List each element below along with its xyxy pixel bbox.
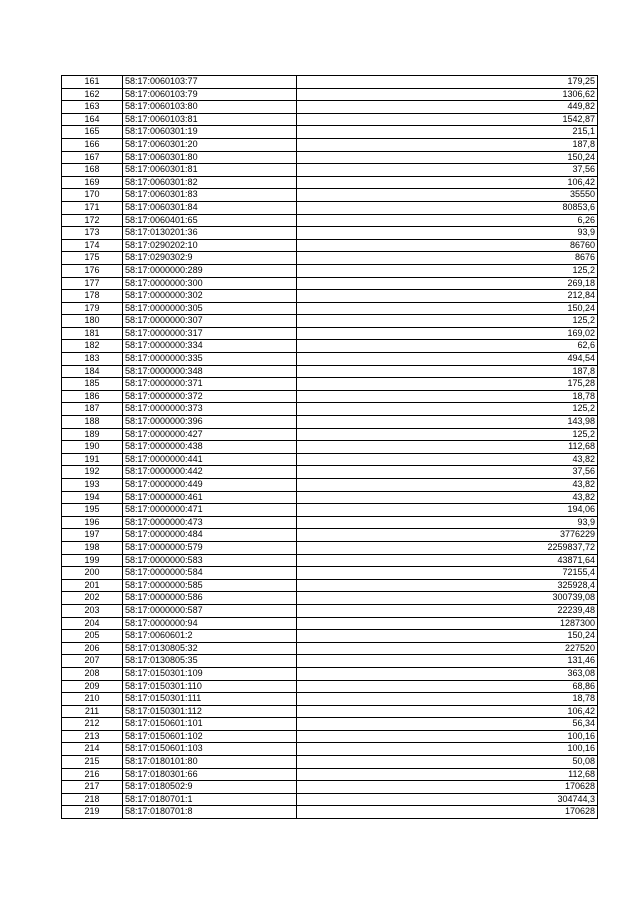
- row-value: 170628: [297, 781, 598, 794]
- cadastral-number: 58:17:0000000:579: [123, 541, 297, 554]
- cadastral-number: 58:17:0000000:583: [123, 554, 297, 567]
- table-row: [62, 567, 598, 580]
- row-value: 93,9: [297, 516, 598, 529]
- table-row: [62, 88, 598, 101]
- row-value: 169,02: [297, 327, 598, 340]
- row-value: 150,24: [297, 302, 598, 315]
- cadastral-number: 58:17:0000000:302: [123, 290, 297, 303]
- row-number: 185: [62, 378, 123, 391]
- row-value: 363,08: [297, 667, 598, 680]
- row-value: 106,42: [297, 705, 598, 718]
- cadastral-number: 58:17:0000000:442: [123, 466, 297, 479]
- table-row: [62, 630, 598, 643]
- cadastral-number: 58:17:0000000:94: [123, 617, 297, 630]
- row-number: 161: [62, 76, 123, 89]
- row-value: 100,16: [297, 730, 598, 743]
- table-row: [62, 579, 598, 592]
- cadastral-number: 58:17:0000000:396: [123, 416, 297, 429]
- row-value: 1542,87: [297, 113, 598, 126]
- row-number: 170: [62, 189, 123, 202]
- row-value: 35550: [297, 189, 598, 202]
- cadastral-number: 58:17:0180701:8: [123, 806, 297, 819]
- cadastral-number: 58:17:0150301:110: [123, 680, 297, 693]
- table-row: [62, 214, 598, 227]
- row-value: 187,8: [297, 365, 598, 378]
- cadastral-number: 58:17:0000000:449: [123, 479, 297, 492]
- row-value: 18,78: [297, 693, 598, 706]
- cadastral-number: 58:17:0000000:300: [123, 277, 297, 290]
- row-number: 164: [62, 113, 123, 126]
- row-number: 203: [62, 604, 123, 617]
- row-value: 112,68: [297, 441, 598, 454]
- row-number: 173: [62, 227, 123, 240]
- row-value: 2259837,72: [297, 541, 598, 554]
- table-row: [62, 164, 598, 177]
- row-value: 212,84: [297, 290, 598, 303]
- cadastral-number: 58:17:0060301:80: [123, 151, 297, 164]
- table-row: [62, 466, 598, 479]
- row-number: 212: [62, 718, 123, 731]
- row-value: 131,46: [297, 655, 598, 668]
- table-row: [62, 315, 598, 328]
- row-value: 93,9: [297, 227, 598, 240]
- cadastral-number: 58:17:0060301:82: [123, 176, 297, 189]
- cadastral-number: 58:17:0060103:79: [123, 88, 297, 101]
- table-row: [62, 541, 598, 554]
- table-row: [62, 138, 598, 151]
- cadastral-number: 58:17:0000000:585: [123, 579, 297, 592]
- cadastral-number: 58:17:0060301:84: [123, 201, 297, 214]
- cadastral-number: 58:17:0000000:348: [123, 365, 297, 378]
- table-row: [62, 516, 598, 529]
- cadastral-number: 58:17:0000000:335: [123, 353, 297, 366]
- row-number: 172: [62, 214, 123, 227]
- row-number: 181: [62, 327, 123, 340]
- row-number: 166: [62, 138, 123, 151]
- row-number: 206: [62, 642, 123, 655]
- cadastral-number: 58:17:0130201:36: [123, 227, 297, 240]
- table-row: [62, 806, 598, 819]
- row-value: 100,16: [297, 743, 598, 756]
- row-number: 218: [62, 793, 123, 806]
- row-number: 165: [62, 126, 123, 139]
- row-value: 449,82: [297, 101, 598, 114]
- row-number: 169: [62, 176, 123, 189]
- row-value: 50,08: [297, 756, 598, 769]
- row-number: 180: [62, 315, 123, 328]
- row-number: 174: [62, 239, 123, 252]
- row-value: 72155,4: [297, 567, 598, 580]
- row-value: 68,86: [297, 680, 598, 693]
- cadastral-number: 58:17:0000000:473: [123, 516, 297, 529]
- table-row: [62, 604, 598, 617]
- table-row: [62, 441, 598, 454]
- cadastral-number: 58:17:0000000:307: [123, 315, 297, 328]
- cadastral-number: 58:17:0060103:77: [123, 76, 297, 89]
- table-row: [62, 277, 598, 290]
- cadastral-number: 58:17:0000000:372: [123, 390, 297, 403]
- cadastral-number: 58:17:0000000:317: [123, 327, 297, 340]
- cadastral-number: 58:17:0150601:103: [123, 743, 297, 756]
- table-row: [62, 680, 598, 693]
- row-number: 200: [62, 567, 123, 580]
- table-row: [62, 227, 598, 240]
- row-value: 300739,08: [297, 592, 598, 605]
- row-number: 195: [62, 504, 123, 517]
- table-row: [62, 189, 598, 202]
- cadastral-number: 58:17:0000000:461: [123, 491, 297, 504]
- row-number: 205: [62, 630, 123, 643]
- cadastral-number: 58:17:0060103:81: [123, 113, 297, 126]
- row-number: 183: [62, 353, 123, 366]
- row-number: 175: [62, 252, 123, 265]
- table-row: [62, 340, 598, 353]
- row-value: 43,82: [297, 453, 598, 466]
- cadastral-number: 58:17:0000000:586: [123, 592, 297, 605]
- row-number: 187: [62, 403, 123, 416]
- cadastral-number: 58:17:0290302:9: [123, 252, 297, 265]
- row-number: 186: [62, 390, 123, 403]
- row-value: 112,68: [297, 768, 598, 781]
- row-number: 204: [62, 617, 123, 630]
- table-row: [62, 302, 598, 315]
- row-number: 192: [62, 466, 123, 479]
- cadastral-number: 58:17:0000000:441: [123, 453, 297, 466]
- row-number: 182: [62, 340, 123, 353]
- row-number: 216: [62, 768, 123, 781]
- row-value: 18,78: [297, 390, 598, 403]
- row-value: 143,98: [297, 416, 598, 429]
- row-number: 215: [62, 756, 123, 769]
- cadastral-number: 58:17:0000000:587: [123, 604, 297, 617]
- table-row: [62, 126, 598, 139]
- table-row: [62, 617, 598, 630]
- row-number: 199: [62, 554, 123, 567]
- row-value: 150,24: [297, 630, 598, 643]
- table-row: [62, 756, 598, 769]
- table-row: [62, 453, 598, 466]
- table-row: [62, 252, 598, 265]
- row-number: 196: [62, 516, 123, 529]
- row-value: 194,06: [297, 504, 598, 517]
- table-row: [62, 403, 598, 416]
- row-number: 189: [62, 428, 123, 441]
- row-value: 125,2: [297, 315, 598, 328]
- cadastral-number: 58:17:0000000:427: [123, 428, 297, 441]
- row-value: 325928,4: [297, 579, 598, 592]
- row-number: 162: [62, 88, 123, 101]
- table-row: [62, 176, 598, 189]
- row-number: 188: [62, 416, 123, 429]
- table-row: [62, 353, 598, 366]
- row-number: 217: [62, 781, 123, 794]
- table-row: [62, 718, 598, 731]
- row-value: 80853,6: [297, 201, 598, 214]
- row-value: 179,25: [297, 76, 598, 89]
- table-row: [62, 76, 598, 89]
- table-row: [62, 667, 598, 680]
- table-row: [62, 730, 598, 743]
- cadastral-number: 58:17:0000000:373: [123, 403, 297, 416]
- row-number: 190: [62, 441, 123, 454]
- cadastral-number: 58:17:0000000:334: [123, 340, 297, 353]
- row-number: 194: [62, 491, 123, 504]
- cadastral-number: 58:17:0150601:101: [123, 718, 297, 731]
- cadastral-number: 58:17:0000000:305: [123, 302, 297, 315]
- cadastral-number: 58:17:0060301:81: [123, 164, 297, 177]
- table-row: [62, 793, 598, 806]
- row-value: 1287300: [297, 617, 598, 630]
- row-value: 43,82: [297, 479, 598, 492]
- row-value: 125,2: [297, 428, 598, 441]
- row-number: 210: [62, 693, 123, 706]
- table-row: [62, 365, 598, 378]
- cadastral-number: 58:17:0000000:484: [123, 529, 297, 542]
- row-number: 191: [62, 453, 123, 466]
- row-number: 198: [62, 541, 123, 554]
- table-row: [62, 113, 598, 126]
- cadastral-number: 58:17:0000000:584: [123, 567, 297, 580]
- row-number: 208: [62, 667, 123, 680]
- row-value: 150,24: [297, 151, 598, 164]
- row-number: 193: [62, 479, 123, 492]
- row-number: 201: [62, 579, 123, 592]
- table-row: [62, 428, 598, 441]
- table-row: [62, 416, 598, 429]
- row-value: 125,2: [297, 403, 598, 416]
- row-value: 494,54: [297, 353, 598, 366]
- row-number: 214: [62, 743, 123, 756]
- row-value: 6,26: [297, 214, 598, 227]
- table-row: [62, 290, 598, 303]
- row-number: 213: [62, 730, 123, 743]
- row-value: 62,6: [297, 340, 598, 353]
- row-value: 187,8: [297, 138, 598, 151]
- row-value: 37,56: [297, 164, 598, 177]
- table-row: [62, 504, 598, 517]
- table-row: [62, 693, 598, 706]
- row-value: 22239,48: [297, 604, 598, 617]
- row-number: 163: [62, 101, 123, 114]
- table-row: [62, 491, 598, 504]
- cadastral-number: 58:17:0180502:9: [123, 781, 297, 794]
- row-value: 304744,3: [297, 793, 598, 806]
- row-number: 179: [62, 302, 123, 315]
- cadastral-table: [61, 75, 598, 819]
- table-body: [62, 76, 598, 819]
- row-number: 209: [62, 680, 123, 693]
- table-row: [62, 642, 598, 655]
- cadastral-number: 58:17:0060301:83: [123, 189, 297, 202]
- cadastral-number: 58:17:0180301:66: [123, 768, 297, 781]
- cadastral-number: 58:17:0060601:2: [123, 630, 297, 643]
- cadastral-number: 58:17:0180101:80: [123, 756, 297, 769]
- row-value: 8676: [297, 252, 598, 265]
- row-number: 197: [62, 529, 123, 542]
- table-row: [62, 655, 598, 668]
- table-row: [62, 554, 598, 567]
- cadastral-number: 58:17:0150301:112: [123, 705, 297, 718]
- cadastral-number: 58:17:0130805:35: [123, 655, 297, 668]
- cadastral-number: 58:17:0060401:65: [123, 214, 297, 227]
- row-number: 211: [62, 705, 123, 718]
- table-row: [62, 201, 598, 214]
- row-number: 202: [62, 592, 123, 605]
- row-value: 215,1: [297, 126, 598, 139]
- table-row: [62, 781, 598, 794]
- table-row: [62, 264, 598, 277]
- row-value: 1306,62: [297, 88, 598, 101]
- row-number: 168: [62, 164, 123, 177]
- row-number: 207: [62, 655, 123, 668]
- table-row: [62, 592, 598, 605]
- row-value: 125,2: [297, 264, 598, 277]
- table-row: [62, 378, 598, 391]
- row-value: 86760: [297, 239, 598, 252]
- table-row: [62, 768, 598, 781]
- cadastral-number: 58:17:0290202:10: [123, 239, 297, 252]
- table-row: [62, 743, 598, 756]
- row-value: 269,18: [297, 277, 598, 290]
- row-value: 170628: [297, 806, 598, 819]
- row-value: 3776229: [297, 529, 598, 542]
- table-row: [62, 327, 598, 340]
- row-number: 219: [62, 806, 123, 819]
- table-row: [62, 390, 598, 403]
- row-number: 177: [62, 277, 123, 290]
- table-row: [62, 479, 598, 492]
- row-value: 175,28: [297, 378, 598, 391]
- cadastral-number: 58:17:0000000:471: [123, 504, 297, 517]
- table-row: [62, 529, 598, 542]
- cadastral-number: 58:17:0130805:32: [123, 642, 297, 655]
- table-row: [62, 151, 598, 164]
- row-value: 106,42: [297, 176, 598, 189]
- cadastral-number: 58:17:0060103:80: [123, 101, 297, 114]
- table-row: [62, 101, 598, 114]
- row-value: 43,82: [297, 491, 598, 504]
- row-value: 56,34: [297, 718, 598, 731]
- row-value: 37,56: [297, 466, 598, 479]
- row-number: 178: [62, 290, 123, 303]
- row-number: 176: [62, 264, 123, 277]
- cadastral-number: 58:17:0060301:20: [123, 138, 297, 151]
- row-value: 227520: [297, 642, 598, 655]
- cadastral-number: 58:17:0180701:1: [123, 793, 297, 806]
- cadastral-number: 58:17:0000000:289: [123, 264, 297, 277]
- cadastral-number: 58:17:0060301:19: [123, 126, 297, 139]
- cadastral-number: 58:17:0000000:371: [123, 378, 297, 391]
- table-row: [62, 239, 598, 252]
- row-value: 43871,64: [297, 554, 598, 567]
- cadastral-number: 58:17:0150301:109: [123, 667, 297, 680]
- cadastral-number: 58:17:0000000:438: [123, 441, 297, 454]
- row-number: 167: [62, 151, 123, 164]
- cadastral-number: 58:17:0150601:102: [123, 730, 297, 743]
- row-number: 184: [62, 365, 123, 378]
- row-number: 171: [62, 201, 123, 214]
- cadastral-number: 58:17:0150301:111: [123, 693, 297, 706]
- table-row: [62, 705, 598, 718]
